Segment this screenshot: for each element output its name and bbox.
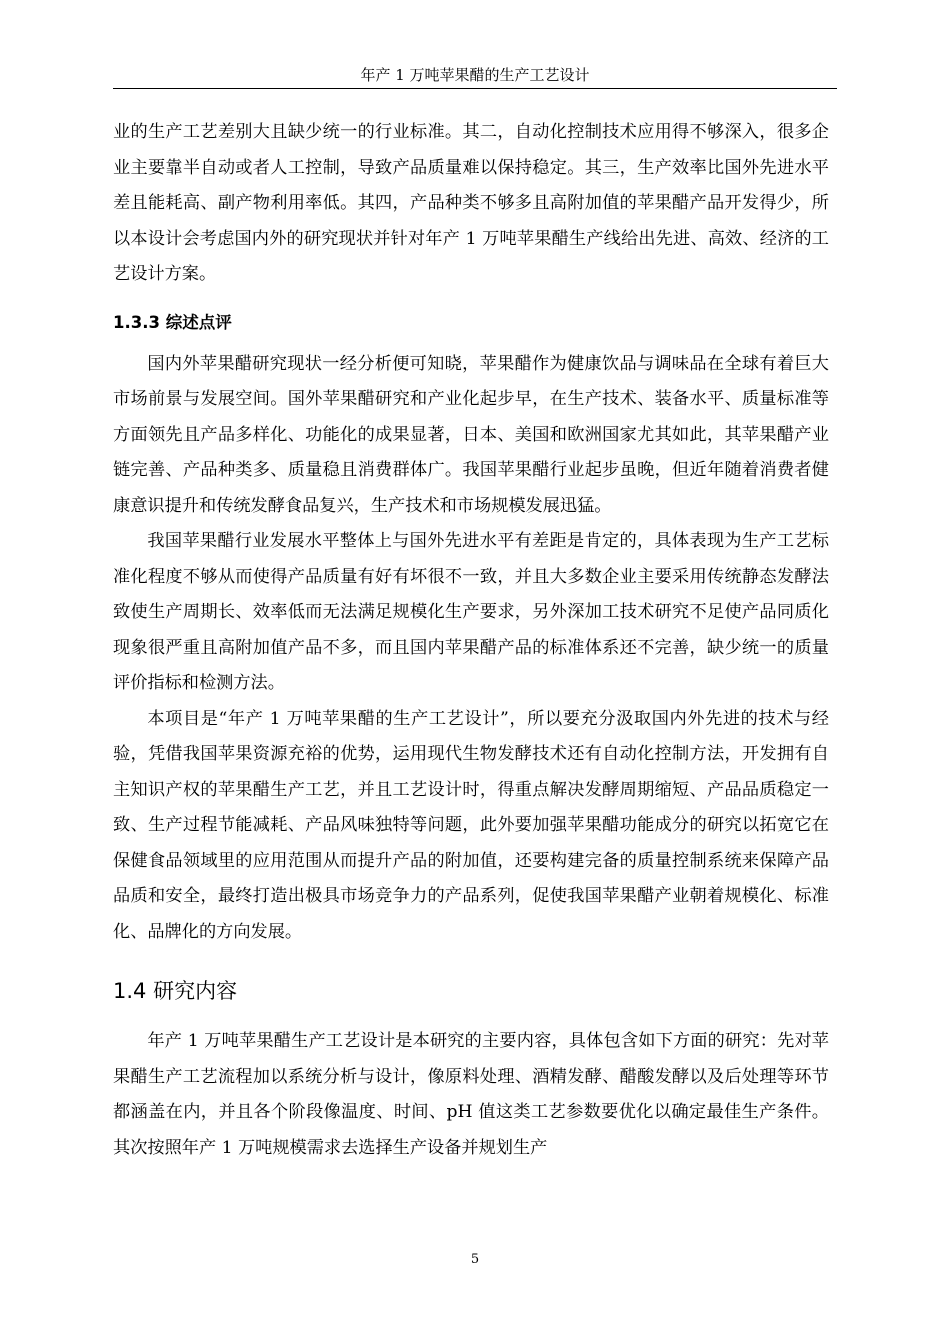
paragraph-continued: 业的生产工艺差别大且缺少统一的行业标准。其二，自动化控制技术应用得不够深入，很多企业主要靠半自动或者人工控制，导致产品质量难以保持稳定。其三，生产效率比国外先进水平差且能耗高、副产物利用率低。其四，产品种类不够多且高附加值的苹果醋产品开发得少，所以本设计会考虑国内外的研究现状并针对年产 1 万吨苹果醋生产线给出先进、高效、经济的工艺设计方案。 bbox=[113, 122, 829, 284]
paragraph-project-goal: 本项目是“年产 1 万吨苹果醋的生产工艺设计”，所以要充分汲取国内外先进的技术与经验，凭借我国苹果资源充裕的优势，运用现代生物发酵技术还有自动化控制方法，开发拥有自主知识产权的苹果醋生产工艺，并且工艺设计时，得重点解决发酵周期缩短、产品品质稳定一致、生产过程节能减耗、产品风味独特等问题，此外要加强苹果醋功能成分的研究以拓宽它在保健食品领域里的应用范围从而提升产品的附加值，还要构建完备的质量控制系统来保障产品品质和安全，最终打造出极具市场竞争力的产品系列，促使我国苹果醋产业朝着规模化、标准化、品牌化的方向发展。 bbox=[113, 708, 829, 942]
section-heading-1-3-3: 1.3.3 综述点评 bbox=[113, 312, 232, 332]
paragraph-research-content: 年产 1 万吨苹果醋生产工艺设计是本研究的主要内容，具体包含如下方面的研究：先对苹果醋生产工艺流程加以系统分析与设计，像原料处理、酒精发酵、醋酸发酵以及后处理等环节都涵盖在内，并且各个阶段像温度、时间、pH 值这类工艺参数要优化以确定最佳生产条件。其次按照年产 1 万吨规模需求去选择生产设备并规划生产 bbox=[113, 1031, 829, 1158]
section-heading-1-4: 1.4 研究内容 bbox=[113, 979, 238, 1003]
page-body bbox=[113, 115, 829, 1166]
paragraph-domestic-gap: 我国苹果醋行业发展水平整体上与国外先进水平有差距是肯定的，具体表现为生产工艺标准化程度不够从而使得产品质量有好有坏很不一致，并且大多数企业主要采用传统静态发酵法致使生产周期长、效率低而无法满足规模化生产要求，另外深加工技术研究不足使产品同质化现象很严重且高附加值产品不多，而且国内苹果醋产品的标准体系还不完善，缺少统一的质量评价指标和检测方法。 bbox=[113, 531, 829, 693]
paragraph-review-overview: 国内外苹果醋研究现状一经分析便可知晓，苹果醋作为健康饮品与调味品在全球有着巨大市场前景与发展空间。国外苹果醋研究和产业化起步早，在生产技术、装备水平、质量标准等方面领先且产品多样化、功能化的成果显著，日本、美国和欧洲国家尤其如此，其苹果醋产业链完善、产品种类多、质量稳且消费群体广。我国苹果醋行业起步虽晚，但近年随着消费者健康意识提升和传统发酵食品复兴，生产技术和市场规模发展迅猛。 bbox=[113, 353, 829, 516]
page-number: 5 bbox=[470, 1252, 480, 1267]
running-header: 年产 1 万吨苹果醋的生产工艺设计 bbox=[113, 62, 837, 89]
